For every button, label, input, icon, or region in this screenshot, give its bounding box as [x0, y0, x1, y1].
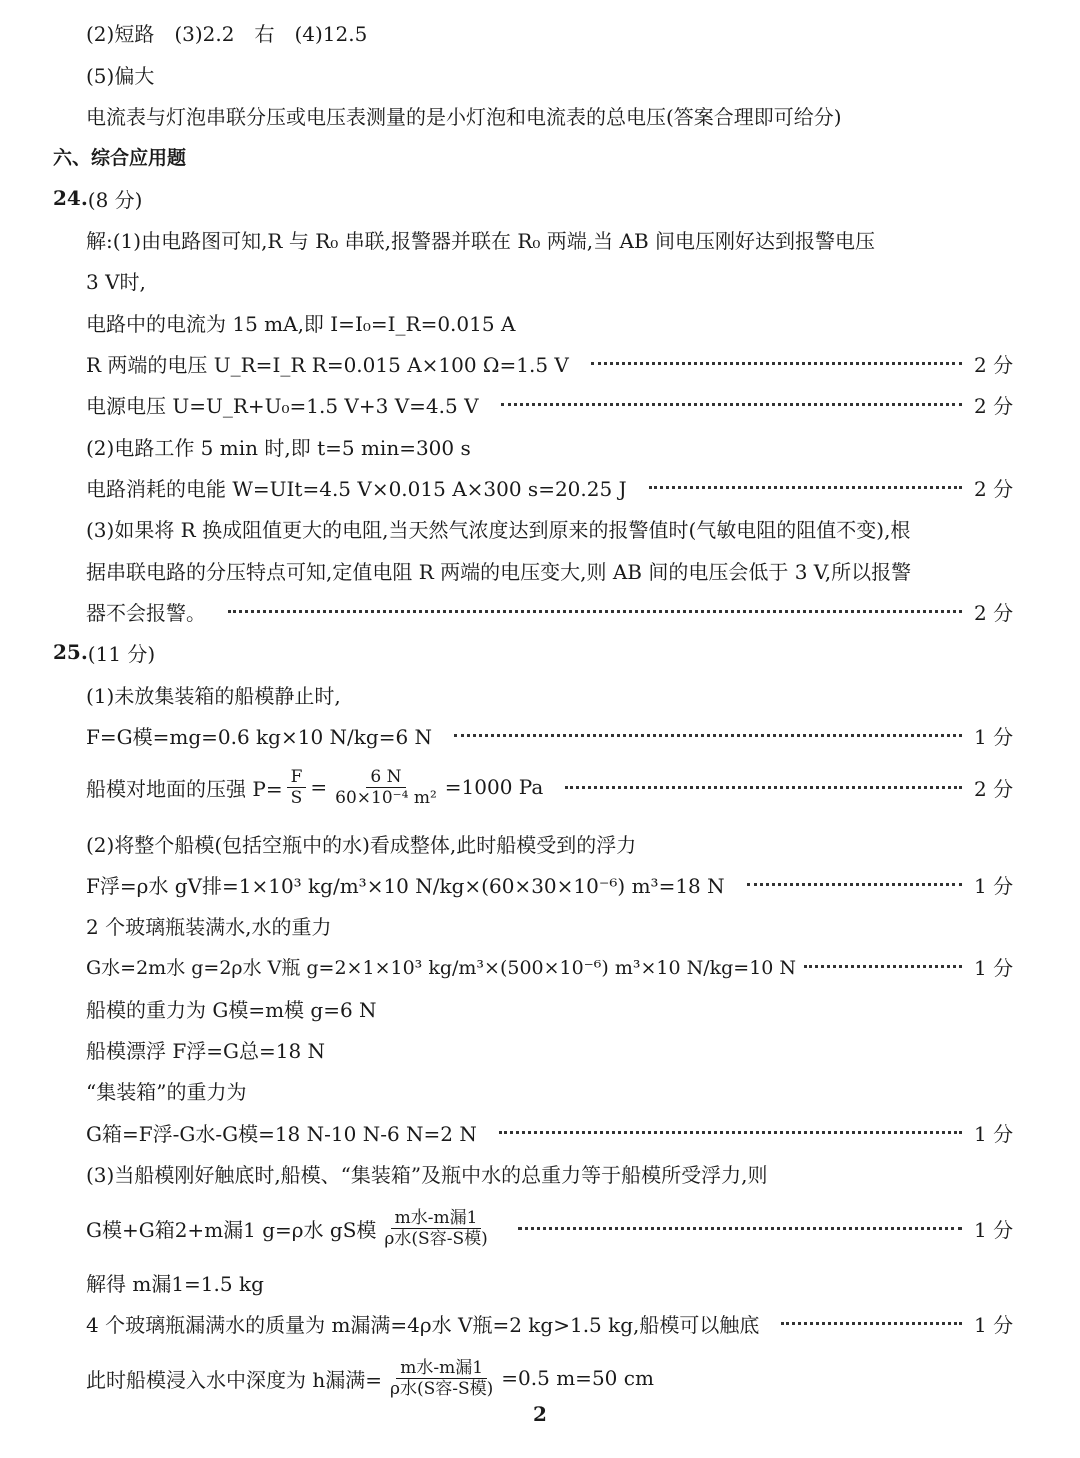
text-line — [86, 96, 1012, 134]
scored-line — [86, 947, 1012, 985]
question-header-24 — [53, 179, 1012, 217]
fraction — [386, 1358, 497, 1399]
line-text: 据串联电路的分压特点可知,定值电阻 R 两端的电压变大,则 AB 间的电压会低于 3 V,所以报警 — [86, 559, 912, 584]
line-text: R 两端的电压 U_R=I_R R=0.015 A×100 Ω=1.5 V — [86, 352, 569, 377]
dot-leader — [228, 610, 962, 613]
points-label: 1 分 — [974, 955, 1014, 980]
line-text: (2)将整个船模(包括空瓶中的水)看成整体,此时船模受到的浮力 — [86, 832, 637, 857]
points-label: 1 分 — [974, 1121, 1014, 1146]
text-line — [86, 1071, 1012, 1109]
text-line — [86, 989, 1012, 1027]
question-number: 24. — [53, 186, 88, 210]
line-text: (2)短路 (3)2.2 右 (4)12.5 — [86, 21, 368, 46]
equation-text: G模+G箱2+m漏1 g=ρ水 gS模 — [86, 1217, 377, 1242]
section-heading — [53, 137, 1012, 175]
line-text: 电源电压 U=U_R+U₀=1.5 V+3 V=4.5 V — [86, 393, 479, 418]
scored-line — [86, 716, 1012, 754]
line-text: F=G模=mg=0.6 kg×10 N/kg=6 N — [86, 724, 433, 749]
text-line — [86, 427, 1012, 465]
text-line — [86, 13, 1012, 51]
dot-leader — [781, 1322, 962, 1325]
text-line — [86, 55, 1012, 93]
points-label: 1 分 — [974, 1312, 1014, 1337]
scored-line — [86, 592, 1012, 630]
question-score: (8 分) — [87, 187, 143, 212]
scored-line — [86, 760, 1012, 814]
dot-leader — [501, 403, 962, 406]
numerator: F — [287, 767, 307, 788]
scored-line — [86, 1200, 1012, 1256]
line-text: 电路中的电流为 15 mA,即 I=I₀=I_R=0.015 A — [86, 311, 516, 336]
text-line — [86, 220, 1012, 258]
text-line — [86, 1030, 1012, 1068]
line-text: 4 个玻璃瓶漏满水的质量为 m漏满=4ρ水 V瓶=2 kg>1.5 kg,船模可以触底 — [86, 1312, 760, 1337]
fraction — [287, 767, 307, 808]
dot-leader — [565, 786, 962, 789]
scored-line — [86, 468, 1012, 506]
points-label: 2 分 — [974, 776, 1014, 801]
dot-leader — [804, 965, 962, 968]
line-text: 船模漂浮 F浮=G总=18 N — [86, 1038, 326, 1063]
text-line — [86, 1350, 1012, 1406]
text-line — [86, 906, 1012, 944]
dot-leader — [454, 734, 962, 737]
points-label: 2 分 — [974, 352, 1014, 377]
page-number: 2 — [533, 1402, 547, 1426]
points-label: 1 分 — [974, 873, 1014, 898]
text-line — [86, 261, 1012, 299]
equation-text: 此时船模浸入水中深度为 h漏满= — [86, 1367, 382, 1392]
numerator: 6 N — [366, 767, 405, 788]
line-text: 2 个玻璃瓶装满水,水的重力 — [86, 914, 332, 939]
points-label: 1 分 — [974, 1217, 1014, 1242]
line-text: G箱=F浮-G水-G模=18 N-10 N-6 N=2 N — [86, 1121, 477, 1146]
equation-text: 船模对地面的压强 P= — [86, 776, 283, 801]
scored-line — [86, 865, 1012, 903]
line-text: 船模的重力为 G模=m模 g=6 N — [86, 997, 377, 1022]
text-line — [86, 509, 1012, 547]
text-line — [86, 824, 1012, 862]
line-text: “集装箱”的重力为 — [86, 1079, 247, 1104]
pressure-equation — [86, 767, 543, 808]
text-line — [86, 675, 1012, 713]
line-text: 电路消耗的电能 W=UIt=4.5 V×0.015 A×300 s=20.25 J — [86, 476, 627, 501]
question-header-25 — [53, 633, 1012, 671]
question-score: (11 分) — [87, 641, 156, 666]
equation-text: = — [310, 775, 328, 799]
depth-equation — [86, 1358, 654, 1399]
scored-line — [86, 344, 1012, 382]
line-text: 解:(1)由电路图可知,R 与 R₀ 串联,报警器并联在 R₀ 两端,当 AB 间电压刚好达到报警电压 — [86, 228, 875, 253]
fraction — [331, 767, 441, 808]
balance-equation — [86, 1208, 496, 1249]
denominator: ρ水(S容-S模) — [390, 1378, 494, 1399]
line-text: (3)当船模刚好触底时,船模、“集装箱”及瓶中水的总重力等于船模所受浮力,则 — [86, 1162, 768, 1187]
scored-line — [86, 385, 1012, 423]
scored-line — [86, 1113, 1012, 1151]
text-line — [86, 551, 1012, 589]
dot-leader — [518, 1227, 962, 1230]
dot-leader — [649, 486, 962, 489]
line-text: 器不会报警。 — [86, 600, 206, 625]
dot-leader — [591, 362, 962, 365]
denominator: ρ水(S容-S模) — [384, 1228, 488, 1249]
line-text: F浮=ρ水 gV排=1×10³ kg/m³×10 N/kg×(60×30×10⁻⁶) m³=18 N — [86, 873, 725, 898]
numerator: m水-m漏1 — [396, 1358, 487, 1379]
text-line — [86, 1263, 1012, 1301]
fraction — [380, 1208, 491, 1249]
denominator: S — [290, 787, 303, 808]
equation-text: =1000 Pa — [444, 775, 544, 799]
dot-leader — [499, 1131, 962, 1134]
line-text: G水=2m水 g=2ρ水 V瓶 g=2×1×10³ kg/m³×(500×10⁻⁶) m³×10 N/kg=10 N — [86, 956, 797, 979]
line-text: (1)未放集装箱的船模静止时, — [86, 683, 341, 708]
points-label: 2 分 — [974, 600, 1014, 625]
line-text: 解得 m漏1=1.5 kg — [86, 1271, 264, 1296]
numerator: m水-m漏1 — [391, 1208, 482, 1229]
line-text: (2)电路工作 5 min 时,即 t=5 min=300 s — [86, 435, 471, 460]
text-line — [86, 1154, 1012, 1192]
points-label: 2 分 — [974, 476, 1014, 501]
line-text: (5)偏大 — [86, 63, 155, 88]
line-text: 电流表与灯泡串联分压或电压表测量的是小灯泡和电流表的总电压(答案合理即可给分) — [86, 104, 842, 129]
question-number: 25. — [53, 640, 88, 664]
line-text: (3)如果将 R 换成阻值更大的电阻,当天然气浓度达到原来的报警值时(气敏电阻的阻值不变),根 — [86, 517, 911, 542]
line-text: 3 V时, — [86, 269, 146, 294]
denominator: 60×10⁻⁴ m² — [335, 787, 437, 808]
equation-text: =0.5 m=50 cm — [501, 1366, 654, 1390]
text-line — [86, 303, 1012, 341]
section-title: 六、综合应用题 — [53, 146, 187, 169]
points-label: 2 分 — [974, 393, 1014, 418]
dot-leader — [747, 883, 962, 886]
scored-line — [86, 1304, 1012, 1342]
points-label: 1 分 — [974, 724, 1014, 749]
